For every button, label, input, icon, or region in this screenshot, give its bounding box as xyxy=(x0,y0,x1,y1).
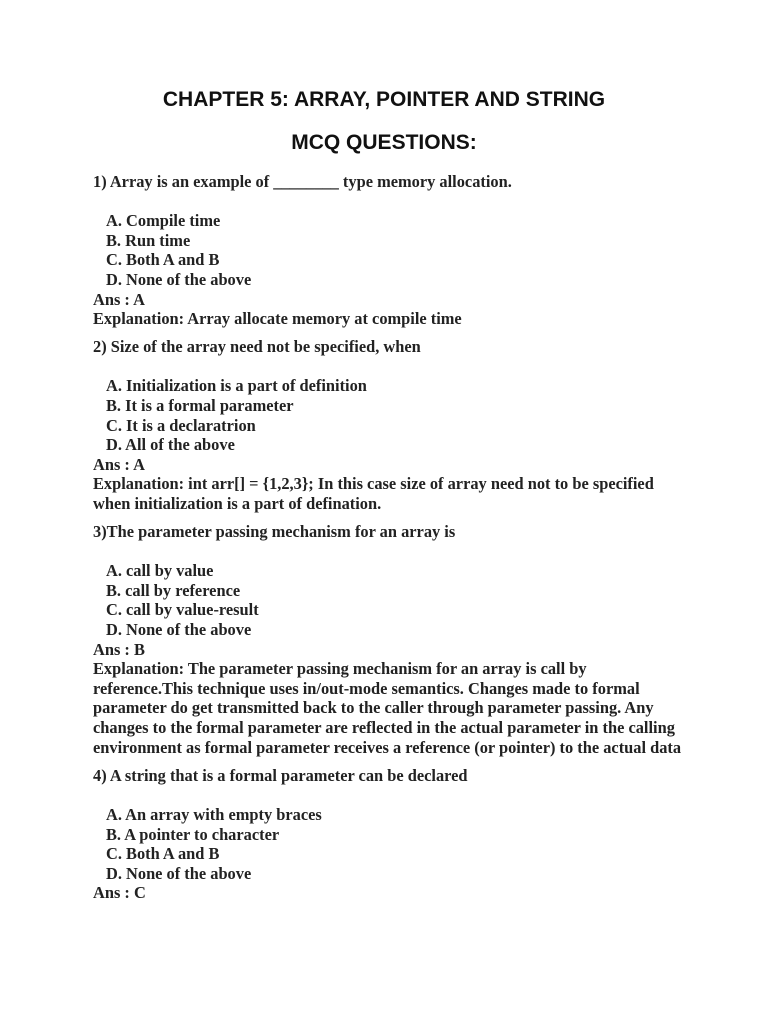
option-c: C. It is a declaratrion xyxy=(106,415,256,435)
answer: Ans : B xyxy=(93,639,145,659)
question-1 xyxy=(93,172,683,329)
question-list xyxy=(93,172,683,903)
options-list xyxy=(93,211,683,289)
chapter-title: CHAPTER 5: ARRAY, POINTER AND STRING xyxy=(162,88,606,111)
options-list xyxy=(93,376,683,454)
option-d: D. None of the above xyxy=(106,269,252,289)
question-text: 2) Size of the array need not be specified, when xyxy=(93,337,421,357)
option-a: A. An array with empty braces xyxy=(106,804,322,824)
option-b: B. It is a formal parameter xyxy=(106,396,294,416)
option-b: B. call by reference xyxy=(106,580,241,600)
option-a: A. Compile time xyxy=(106,211,221,231)
option-a: A. call by value xyxy=(106,561,214,581)
section-title: MCQ QUESTIONS: xyxy=(291,131,477,154)
question-text: 1) Array is an example of ________ type memory allocation. xyxy=(93,172,512,191)
option-c: C. call by value-result xyxy=(106,600,259,620)
option-b: B. A pointer to character xyxy=(106,824,280,844)
option-d: D. None of the above xyxy=(106,620,252,640)
option-c: C. Both A and B xyxy=(106,250,220,270)
answer: Ans : A xyxy=(93,454,145,474)
question-2 xyxy=(93,337,683,513)
option-c: C. Both A and B xyxy=(106,844,220,864)
question-text: 3)The parameter passing mechanism for an array is xyxy=(93,522,456,542)
options-list xyxy=(93,561,683,639)
question-3 xyxy=(93,522,683,757)
option-d: D. None of the above xyxy=(106,863,252,883)
option-b: B. Run time xyxy=(106,230,191,250)
question-4 xyxy=(93,766,683,903)
option-a: A. Initialization is a part of definition xyxy=(106,376,367,396)
options-list xyxy=(93,805,683,883)
explanation: Explanation: Array allocate memory at compile time xyxy=(93,309,462,329)
explanation: Explanation: The parameter passing mechanism for an array is call by reference.This technique uses in/out-mode semantics. Changes made to formal parameter do get transmitted back to the caller through parameter passing. Any changes to the formal parameter are reflected in the actual parameter in the calling environment as formal parameter receives a reference (or pointer) to the actual data xyxy=(93,659,682,757)
question-text: 4) A string that is a formal parameter can be declared xyxy=(93,765,468,785)
answer: Ans : A xyxy=(93,289,145,309)
option-d: D. All of the above xyxy=(106,435,235,455)
explanation: Explanation: int arr[] = {1,2,3}; In this case size of array need not to be specified when initialization is a part of defination. xyxy=(93,474,654,513)
answer: Ans : C xyxy=(93,883,146,903)
